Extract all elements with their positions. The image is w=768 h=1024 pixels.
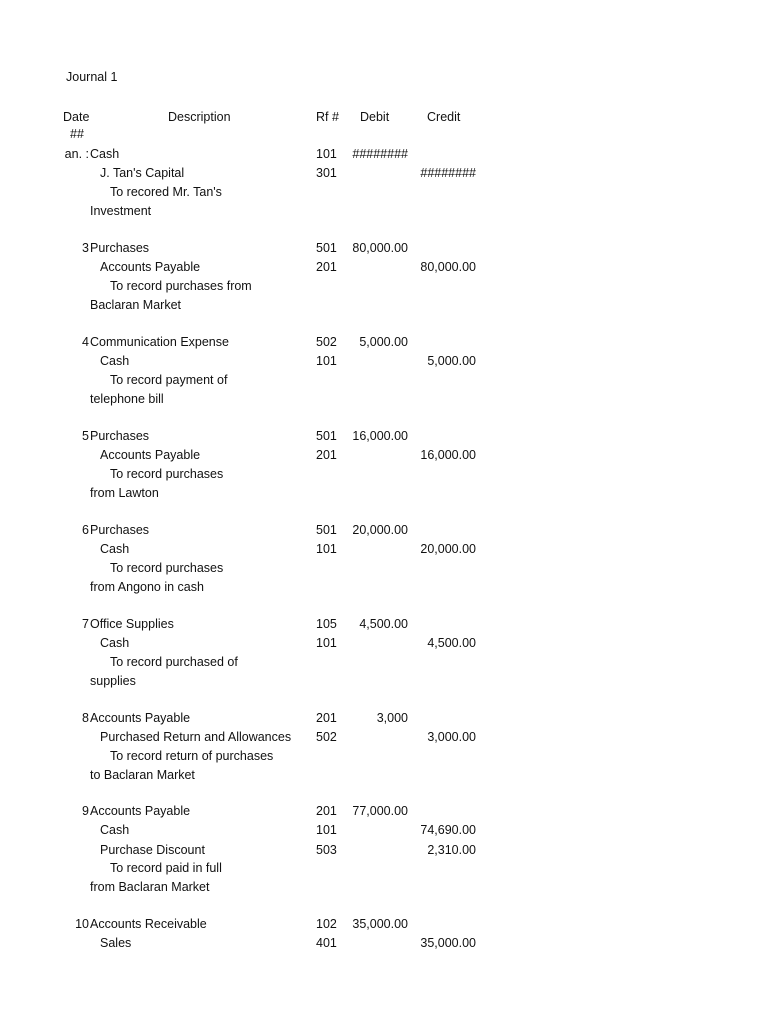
entry-debit: 5,000.00 [359, 335, 408, 349]
entry-description: Cash [100, 542, 130, 556]
entry-description: to Baclaran Market [90, 768, 195, 782]
table-row [0, 465, 768, 484]
entry-ref-number: 502 [316, 335, 337, 349]
entry-description: Communication Expense [90, 335, 229, 349]
entry-credit: 20,000.00 [420, 542, 476, 556]
entry-description: Cash [100, 636, 130, 650]
entry-date: 5 [82, 429, 89, 443]
entry-credit: 35,000.00 [420, 936, 476, 950]
entry-credit: 80,000.00 [420, 260, 476, 274]
entry-credit: 74,690.00 [420, 823, 476, 837]
table-row [0, 239, 768, 258]
table-row [0, 559, 768, 578]
entry-ref-number: 105 [316, 617, 337, 631]
table-row [0, 672, 768, 691]
table-row [0, 728, 768, 747]
entry-ref-number: 101 [316, 354, 337, 368]
table-row [0, 841, 768, 860]
table-row [0, 802, 768, 821]
entry-ref-number: 201 [316, 804, 337, 818]
entry-description: Office Supplies [90, 617, 174, 631]
entry-credit: 3,000.00 [427, 730, 476, 744]
date-overflow-mark: ## [70, 127, 84, 141]
table-row [0, 821, 768, 840]
entry-ref-number: 503 [316, 843, 337, 857]
entry-description: supplies [90, 674, 136, 688]
table-row [0, 258, 768, 277]
entry-ref-number: 201 [316, 260, 337, 274]
entry-description: from Baclaran Market [90, 880, 210, 894]
header-date: Date [63, 110, 90, 124]
entry-description: from Lawton [90, 486, 159, 500]
entry-date: 7 [82, 617, 89, 631]
entry-description: Accounts Payable [90, 804, 191, 818]
entry-description: To record purchases from [110, 279, 252, 293]
table-row [0, 578, 768, 597]
entry-description: Accounts Payable [100, 448, 201, 462]
table-row [0, 915, 768, 934]
entry-description: Baclaran Market [90, 298, 182, 312]
entry-date: 9 [82, 804, 89, 818]
entry-description: To recored Mr. Tan's [110, 185, 222, 199]
entry-ref-number: 101 [316, 636, 337, 650]
journal-title: Journal 1 [66, 70, 118, 84]
entry-date: an. : [64, 147, 89, 161]
header-credit: Credit [427, 110, 461, 124]
header-description: Description [168, 110, 231, 124]
table-row [0, 277, 768, 296]
entry-ref-number: 201 [316, 711, 337, 725]
entry-ref-number: 101 [316, 542, 337, 556]
table-row [0, 615, 768, 634]
entry-description: To record return of purchases [110, 749, 274, 763]
table-row [0, 296, 768, 315]
table-row [0, 634, 768, 653]
entry-description: Cash [100, 823, 130, 837]
entry-description: from Angono in cash [90, 580, 204, 594]
entry-debit: 4,500.00 [359, 617, 408, 631]
entry-ref-number: 201 [316, 448, 337, 462]
table-row [0, 352, 768, 371]
entry-description: Accounts Receivable [90, 917, 207, 931]
header-row [0, 108, 768, 127]
entry-date: 8 [82, 711, 89, 725]
entry-debit: ######## [352, 147, 408, 161]
entry-ref-number: 101 [316, 147, 337, 161]
entry-date: 10 [75, 917, 89, 931]
table-row [0, 766, 768, 785]
entry-ref-number: 301 [316, 166, 337, 180]
entry-description: Accounts Payable [90, 711, 191, 725]
entry-description: To record paid in full [110, 861, 222, 875]
table-row [0, 183, 768, 202]
entry-date: 3 [82, 241, 89, 255]
table-row [0, 484, 768, 503]
entry-description: Investment [90, 204, 152, 218]
entry-description: To record purchases [110, 467, 224, 481]
entry-debit: 35,000.00 [352, 917, 408, 931]
header-rf: Rf # [316, 110, 339, 124]
table-row [0, 202, 768, 221]
entry-ref-number: 401 [316, 936, 337, 950]
entry-description: To record purchases [110, 561, 224, 575]
entry-description: To record payment of [110, 373, 228, 387]
entry-date: 6 [82, 523, 89, 537]
entry-ref-number: 502 [316, 730, 337, 744]
table-row [0, 446, 768, 465]
entry-debit: 16,000.00 [352, 429, 408, 443]
entry-description: Cash [100, 354, 130, 368]
header-debit: Debit [360, 110, 390, 124]
entry-credit: 4,500.00 [427, 636, 476, 650]
entry-description: J. Tan's Capital [100, 166, 185, 180]
table-row [0, 521, 768, 540]
entry-description: Purchases [90, 241, 150, 255]
table-row [0, 653, 768, 672]
entry-description: To record purchased of [110, 655, 238, 669]
table-row [0, 934, 768, 953]
entry-ref-number: 101 [316, 823, 337, 837]
entry-description: Cash [90, 147, 120, 161]
table-row [0, 878, 768, 897]
table-row [0, 390, 768, 409]
table-row [0, 164, 768, 183]
entry-credit: 5,000.00 [427, 354, 476, 368]
entry-debit: 80,000.00 [352, 241, 408, 255]
entry-description: telephone bill [90, 392, 164, 406]
entry-debit: 3,000 [376, 711, 408, 725]
entry-description: Purchases [90, 429, 150, 443]
entry-debit: 77,000.00 [352, 804, 408, 818]
entry-credit: 16,000.00 [420, 448, 476, 462]
table-row [0, 145, 768, 164]
entry-description: Purchases [90, 523, 150, 537]
entry-description: Purchased Return and Allowances [100, 730, 292, 744]
entry-description: Sales [100, 936, 132, 950]
entry-credit: 2,310.00 [427, 843, 476, 857]
entry-description: Purchase Discount [100, 843, 205, 857]
table-row [0, 747, 768, 766]
table-row [0, 333, 768, 352]
entry-description: Accounts Payable [100, 260, 201, 274]
table-row [0, 427, 768, 446]
entry-ref-number: 501 [316, 429, 337, 443]
table-row [0, 709, 768, 728]
entry-date: 4 [82, 335, 89, 349]
entry-ref-number: 501 [316, 241, 337, 255]
table-row [0, 859, 768, 878]
entry-credit: ######## [420, 166, 476, 180]
entry-ref-number: 102 [316, 917, 337, 931]
table-row [0, 371, 768, 390]
table-row [0, 540, 768, 559]
entry-debit: 20,000.00 [352, 523, 408, 537]
entry-ref-number: 501 [316, 523, 337, 537]
